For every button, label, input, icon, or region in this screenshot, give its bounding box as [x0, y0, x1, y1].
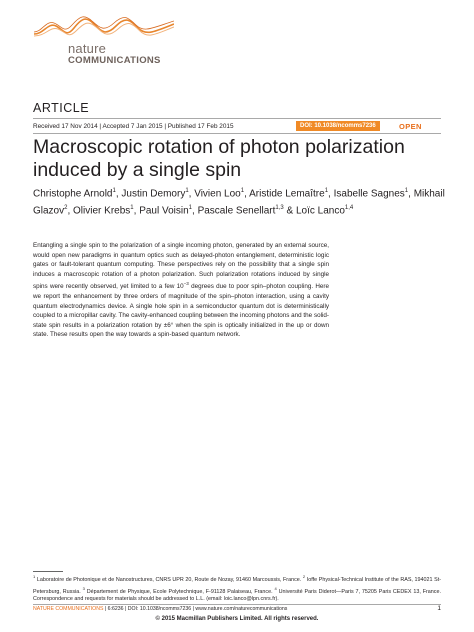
header-divider — [33, 118, 441, 119]
author-name: Christophe Arnold — [33, 188, 113, 200]
footer-citation: | 6:6236 | DOI: 10.1038/ncomms7236 | www.nature.com/naturecommunications — [103, 606, 288, 612]
footnote-divider — [33, 571, 63, 572]
author-separator: , — [244, 188, 250, 200]
author-separator: & — [283, 205, 296, 217]
abstract-exponent: −3 — [183, 281, 189, 287]
author-separator: , — [328, 188, 334, 200]
affiliation-number: 1 — [33, 574, 36, 579]
page-footer — [33, 606, 441, 612]
abstract-text-part2: degrees due to poor spin–photon coupling. Here we report the enhancement by three orders of magnitude of the spin–photon interaction, using a cavity quantum electrodynamics device. A single hole spin in a semiconductor quantum dot is deterministically coupled to a micropillar cavity. The cavity-enhanced coupling between the incoming photons and the solid-state spin results in a polarization rotation by ±6° when the spin is optically initialized in the up or down state. These results open the way towards a spin-based quantum network. — [33, 283, 330, 339]
author-affiliation-mark: 2 — [64, 205, 68, 212]
author-affiliation-mark: 1 — [185, 188, 189, 194]
copyright-notice: © 2015 Macmillan Publishers Limited. All rights reserved. — [155, 616, 319, 622]
affiliations — [33, 573, 441, 604]
author-separator: , — [133, 205, 140, 217]
author-name: Loïc Lanco — [295, 205, 345, 217]
page-number: 1 — [437, 605, 441, 612]
logo-wave-icon — [34, 14, 174, 42]
logo-text-communications: COMMUNICATIONS — [68, 55, 161, 66]
affiliation-text: Département de Physique, Ecole Polytechnique, F-91128 Palaiseau, France. — [84, 588, 275, 595]
affiliation-text: Université Paris Diderot—Paris 7, 75205 Paris CEDEX 13, France. Correspondence and requests for materials should be addressed to L.L. (email: loic.lanco@lpn.cnrs.fr). — [33, 588, 441, 603]
logo-text-nature: nature — [68, 41, 107, 56]
publication-dates: Received 17 Nov 2014 | Accepted 7 Jan 2015 | Published 17 Feb 2015 — [33, 123, 234, 130]
abstract — [33, 241, 329, 340]
footer-divider — [33, 604, 441, 605]
author-name: Mikhail Glazov — [33, 188, 445, 217]
footer-journal-name: NATURE COMMUNICATIONS — [33, 606, 104, 612]
affiliation-number: 2 — [302, 574, 306, 579]
author-affiliation-mark: 1 — [324, 188, 329, 194]
author-affiliation-mark: 1 — [188, 205, 193, 212]
affiliation-number: 3 — [82, 585, 85, 591]
author-name: Vivien Loo — [194, 188, 241, 200]
author-separator: , — [192, 205, 198, 217]
author-list — [33, 184, 453, 219]
abstract-text-part1: Entangling a single spin to the polarization of a single incoming photon, generated by an external source, would open new paradigms in quantum optics such as delayed-photon entanglement, deterministic logic gates or fault-tolerant quantum computing. These perspectives rely on the possibility that a single spin induces a macroscopic rotation of a photon polarization. Such polarization rotations induced by single spins were recently observed, yet limited to a few 10 — [33, 242, 329, 291]
author-name: Isabelle Sagnes — [333, 188, 405, 200]
author-name: Olivier Krebs — [73, 205, 131, 217]
article-meta — [33, 121, 441, 133]
author-separator: , — [188, 188, 195, 200]
author-affiliation-mark: 1 — [404, 188, 409, 194]
author-affiliation-mark: 1,3 — [275, 205, 284, 212]
meta-divider — [33, 133, 441, 134]
author-separator: , — [115, 188, 122, 200]
author-separator: , — [67, 205, 74, 217]
author-affiliation-mark: 1 — [112, 188, 116, 194]
author-affiliation-mark: 1 — [130, 205, 134, 212]
author-name: Aristide Lemaître — [249, 188, 325, 200]
journal-logo — [34, 14, 174, 66]
open-access-badge: OPEN — [399, 122, 422, 131]
author-name: Pascale Senellart — [197, 205, 276, 217]
author-separator: , — [408, 188, 414, 200]
author-affiliation-mark: 1,4 — [344, 205, 354, 212]
author-name: Justin Demory — [121, 188, 186, 200]
affiliation-number: 4 — [274, 585, 277, 591]
article-title: Macroscopic rotation of photon polarization induced by a single spin — [33, 136, 405, 181]
author-affiliation-mark: 1 — [240, 188, 245, 194]
affiliation-text: Laboratoire de Photonique et de Nanostructures, CNRS UPR 20, Route de Nozay, 91460 Marcoussis, France. — [35, 576, 303, 583]
doi-link[interactable]: DOI: 10.1038/ncomms7236 — [296, 121, 380, 131]
affiliation-text: Ioffe Physical-Technical Institute of the RAS, 194021 St-Petersburg, Russia. — [33, 576, 441, 595]
author-name: Paul Voisin — [139, 205, 189, 217]
section-label: ARTICLE — [33, 101, 90, 115]
